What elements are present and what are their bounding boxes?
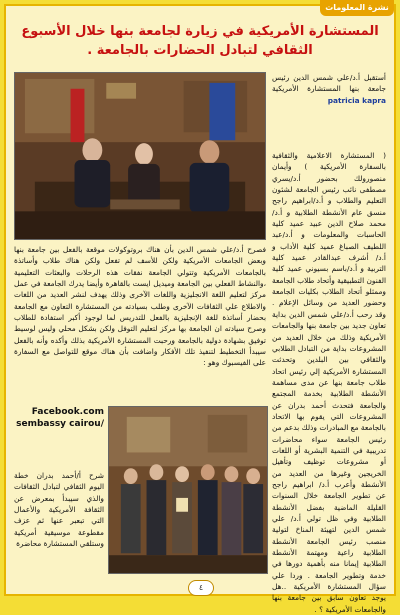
section-tab: نشرة المعلومات: [320, 0, 394, 16]
cultural-day-paragraph: شرح أ/أحمد بدران خطة اليوم الثقافي لتبادل الثقافات والذي سيبدأ بمعرض عن الثقافة الأمريكية والأعمال التي تبعبر عنها ثم عزف مقطوعة موسيقية أمريكية وستلقي المستشارة محاضرة: [14, 471, 104, 549]
right-column-lower: [272, 246, 386, 574]
facebook-block: [14, 406, 104, 466]
page-number: ٤: [188, 580, 214, 596]
right-column-paragraph: ( المستشارة الاعلامية والثقافية بالسفارة الأمريكية ) وأيمان منصورولك بحضور أ.د/يسري مصطفى نائب رئيس الجامعة لشئون التعليم والطلاب و أ.د/ابراهيم راجح منسق عام الأنشطة الطلابية و أ.د/ محمد صلاح الدين عبيد عميد كلية الحاسبات والمعلومات و أ.د/عبد اللطيف الصباغ عميد كلية الأداب و أ.د/ أشرف عبدالقادر عميد كلية التربية و أ.د/باسم بسيوني عميد كلية الفنون التطبيقية وأتحاد طلاب الجامعة وممثلو أتحاد الطلاب بكليات الجامعة وحضور العديد من وسائل الإعلام . وقد رحب أ.د/علي شمس الدين بداية تعاون جديد بين جامعة بنها والجامعات الأمريكية وذلك من خلال العديد من المشروعات بداية من التبادل الطلابي والثقافي بين البلدين وتحدثت المستشارة الأمريكية إلي رئيس اتحاد طلاب جامعة بنها عن مدى مساهمة الأنشطة الطلابية بخدمة المجتمع والجامعة فتحدث أحمد بدران عن المشروعات التي يقوم بها الاتحاد بالجامعة مع المبادرات وذلك بدعم من رئيس الجامعة سواء محاضرات تدريبية في التنمية البشرية أو اللغات أو مشروعات توظيف وتأهيل الخريجين وغيرها من العديد من الأنشطة وأعرب أ.د/ ابراهيم راجح عن تطوير الجامعة خلال السنوات القليلة الماضية بفضل الأنشطة الطلابية وفي ظل تولي أ.د/ علي شمس الدين لتهيئة المناخ لتولية منصب رئيس الجامعة الأنشطة الطلابية راعية ومهتمة الأنشطة الطلابية إيمانا منه بأهمية دورها في خدمة وتطوير الجامعة . وردا علي سؤال المستشارة الأمريكية ..هل يوجد تعاون سابق بين جامعة بنها والجامعات الأمريكية ؟ .: [272, 151, 386, 614]
left-bottom-text: [14, 470, 104, 574]
left-column-text: [14, 244, 266, 402]
left-column-paragraph: فصرح أ.د/علي شمس الدين بأن هناك بروتوكولات موقعة بالفعل بين جامعة بنها وبعض الجامعات الأمريكية ولكن للأسف لم تفعل ولكن هناك طلاب وأساتذة بالجامعات الأمريكية وتتولي الجامعة نفقات هذه الرحلات والبعثات التعليمية ،والنشاط الفعلي بين الجامعة وميديل ايست بالقاهرة وأيضا يدرك الجامعة في عمل مركز لتعليم اللغة الانجليزية واللغات الآخرى وذلك يهدف لنشر العديد من اللغات والاطلاع علي الثقافات الآخرى وطلب بسيادته من المستشارة التعاون مع الجامعة بحضار أساتذة للغة الإنجليزية بالفعل للتدريس لما لوجود أكبر استفادة للطلاب وصرح سيادته ان الجامعة بها مركز لتعليم التوفل ولكن بشكل محلي وليس لوسيط توفيق بشهادة دولية بالجامعة ورحبت المستشارة الأمريكية بذلك وأكده وأنه بالفعل سيبدأ التخطيط لتنفيذ تلك الأفكار واضافت بأن هناك موقع للتواصل مع السفارة على الفيسبوك وهو :: [14, 245, 266, 368]
facebook-link[interactable]: Facebook.com sembassy cairou/: [16, 407, 104, 429]
article-headline: المستشارة الأمريكية في زيارة لجامعة بنها خلال الأسبوع الثقافي لتبادل الحضارات بالجامعة .: [21, 24, 379, 58]
guest-name: patricia kapra: [327, 95, 386, 105]
intro-text: أستقبل أ.د/علي شمس الدين رئيس جامعة بنها المستشارة الأمريكية: [272, 73, 386, 94]
right-column-continued: [272, 150, 386, 614]
